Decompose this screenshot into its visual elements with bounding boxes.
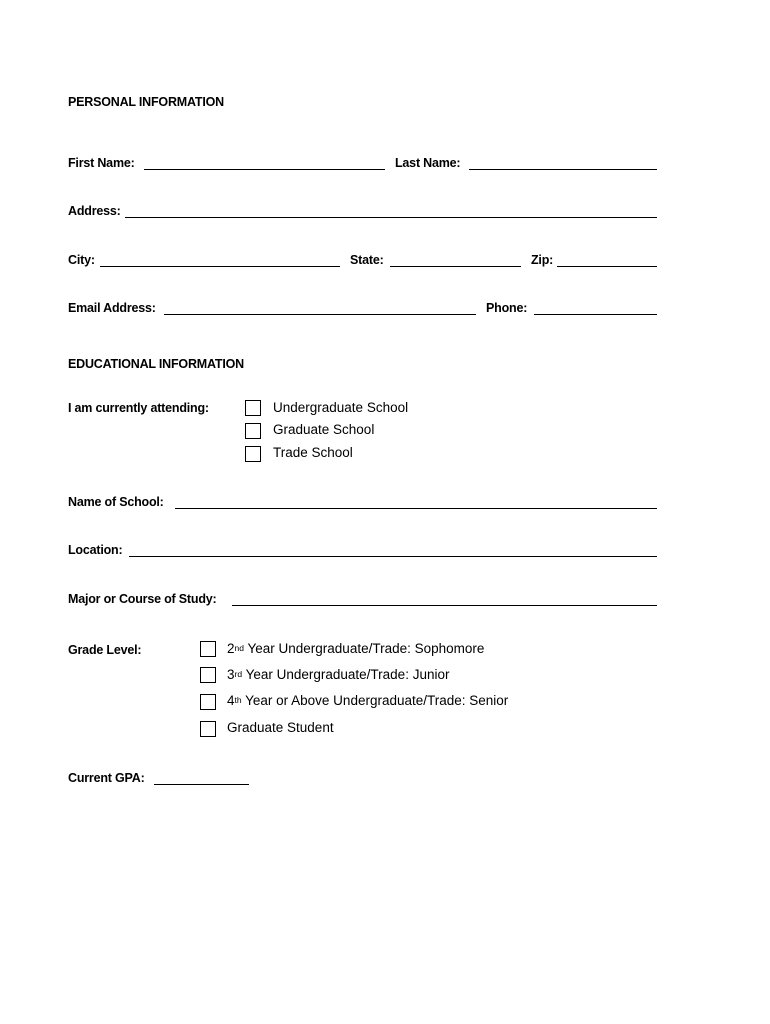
school-name-field[interactable] bbox=[175, 508, 657, 509]
undergraduate-school-option: Undergraduate School bbox=[273, 400, 409, 415]
trade-school-checkbox[interactable] bbox=[245, 446, 261, 462]
trade-school-option: Trade School bbox=[273, 445, 353, 460]
grade-option-text: Year or Above Undergraduate/Trade: Senior bbox=[241, 693, 509, 708]
undergraduate-school-checkbox[interactable] bbox=[245, 400, 261, 416]
grade-option-suffix: th bbox=[234, 695, 242, 705]
last-name-field[interactable] bbox=[469, 169, 657, 170]
zip-field[interactable] bbox=[557, 266, 657, 267]
grade-option-text: Year Undergraduate/Trade: Junior bbox=[242, 667, 450, 682]
major-label: Major or Course of Study: bbox=[68, 592, 217, 606]
sophomore-checkbox[interactable] bbox=[200, 641, 216, 657]
first-name-label: First Name: bbox=[68, 156, 135, 170]
zip-label: Zip: bbox=[531, 253, 554, 267]
grade-option-suffix: nd bbox=[234, 643, 244, 653]
location-label: Location: bbox=[68, 543, 123, 557]
grade-option-text: Year Undergraduate/Trade: Sophomore bbox=[243, 641, 485, 656]
graduate-school-option: Graduate School bbox=[273, 422, 375, 437]
location-field[interactable] bbox=[129, 556, 657, 557]
graduate-student-checkbox[interactable] bbox=[200, 721, 216, 737]
state-field[interactable] bbox=[390, 266, 521, 267]
address-field[interactable] bbox=[125, 217, 657, 218]
grade-option-number: 4 bbox=[227, 693, 235, 708]
major-field[interactable] bbox=[232, 605, 657, 606]
grade-level-label: Grade Level: bbox=[68, 643, 142, 657]
school-name-label: Name of School: bbox=[68, 495, 164, 509]
email-field[interactable] bbox=[164, 314, 476, 315]
attending-label: I am currently attending: bbox=[68, 401, 209, 415]
graduate-school-checkbox[interactable] bbox=[245, 423, 261, 439]
city-label: City: bbox=[68, 253, 95, 267]
address-label: Address: bbox=[68, 204, 121, 218]
personal-information-heading: PERSONAL INFORMATION bbox=[68, 95, 224, 109]
junior-option bbox=[227, 666, 449, 684]
senior-option bbox=[227, 692, 508, 710]
grade-option-number: 3 bbox=[227, 667, 235, 682]
phone-label: Phone: bbox=[486, 301, 528, 315]
gpa-label: Current GPA: bbox=[68, 771, 145, 785]
phone-field[interactable] bbox=[534, 314, 657, 315]
first-name-field[interactable] bbox=[144, 169, 385, 170]
senior-checkbox[interactable] bbox=[200, 694, 216, 710]
state-label: State: bbox=[350, 253, 384, 267]
email-label: Email Address: bbox=[68, 301, 156, 315]
grade-option-number: 2 bbox=[227, 641, 235, 656]
city-field[interactable] bbox=[100, 266, 340, 267]
graduate-student-option: Graduate Student bbox=[227, 720, 334, 735]
junior-checkbox[interactable] bbox=[200, 667, 216, 683]
grade-option-suffix: rd bbox=[234, 669, 243, 679]
last-name-label: Last Name: bbox=[395, 156, 461, 170]
sophomore-option bbox=[227, 640, 484, 658]
educational-information-heading: EDUCATIONAL INFORMATION bbox=[68, 357, 244, 371]
gpa-field[interactable] bbox=[154, 784, 249, 785]
